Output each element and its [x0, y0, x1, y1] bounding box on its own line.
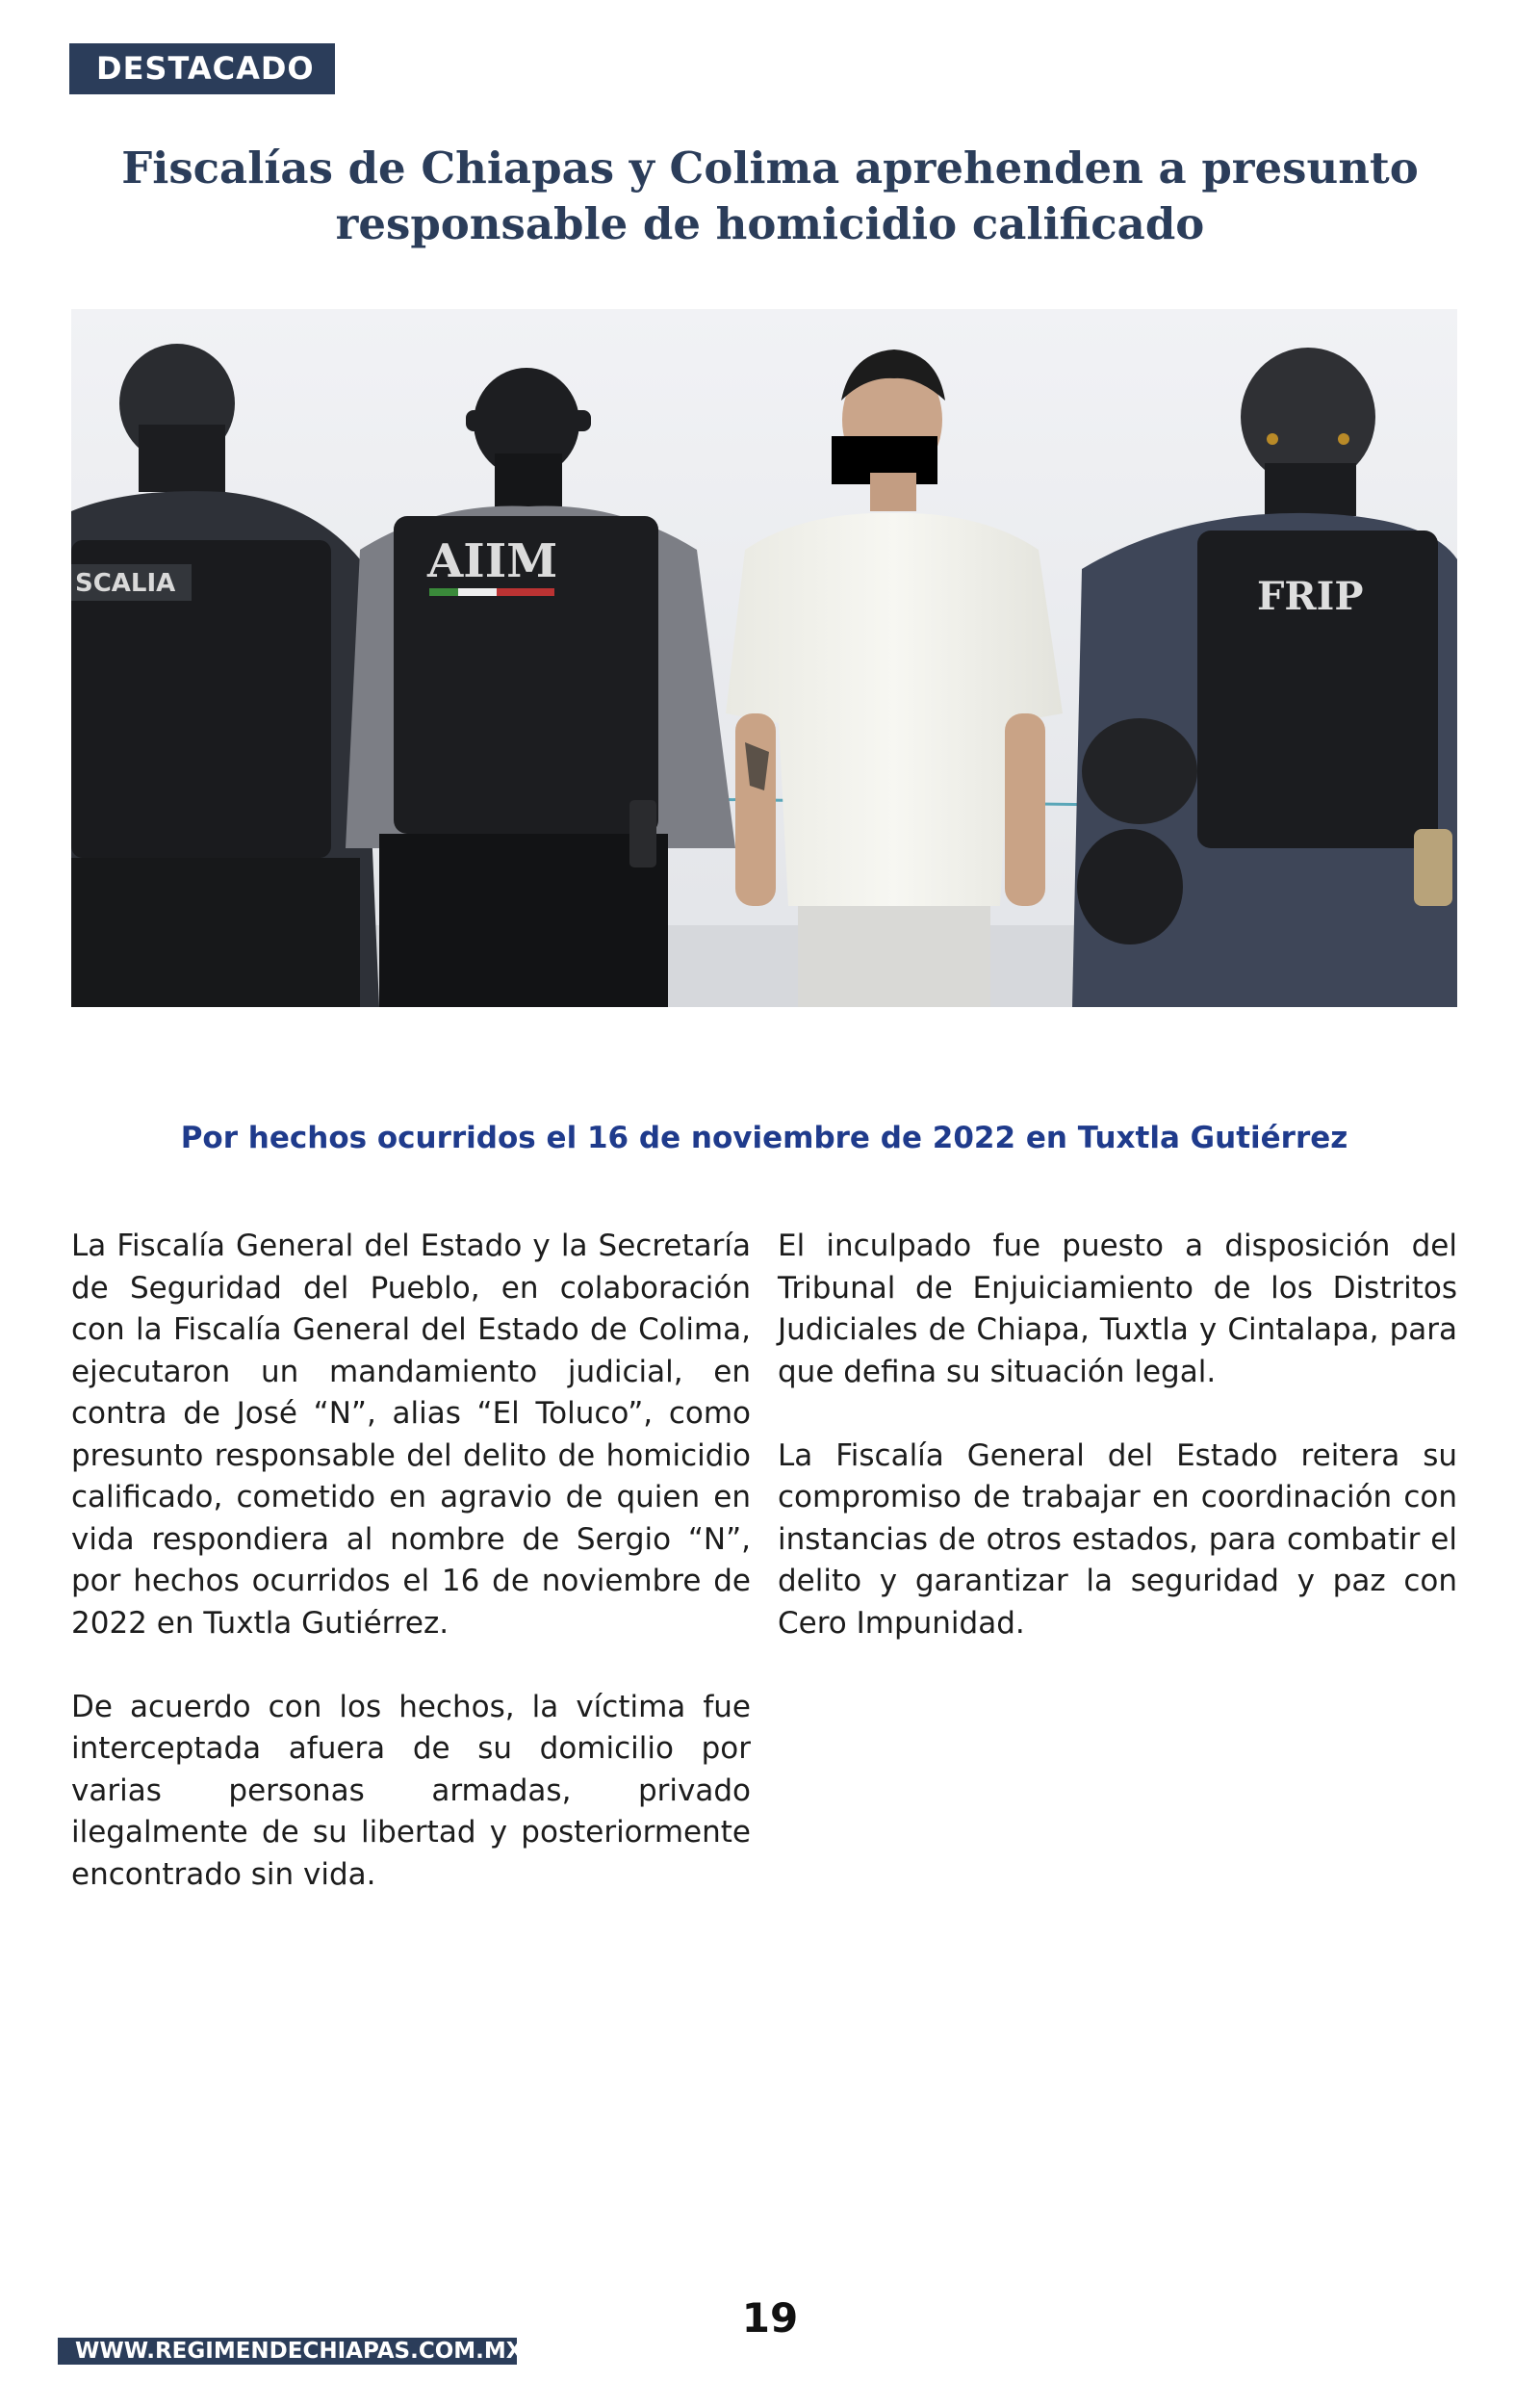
body-column-left [71, 1226, 751, 1938]
page-number: 19 [741, 2294, 799, 2342]
article-headline: Fiscalías de Chiapas y Colima aprehenden a presunto responsable de homicidio calificado [121, 142, 1419, 249]
vest-label-aiim: AIIM [427, 534, 558, 588]
vest-label-frip: FRIP [1257, 574, 1364, 619]
section-tag: DESTACADO [69, 43, 335, 94]
article-photo [71, 309, 1457, 1007]
vest-label-left: SCALIA [75, 569, 176, 598]
footer-website-link[interactable]: WWW.REGIMENDECHIAPAS.COM.MX [58, 2338, 517, 2365]
body-column-right [778, 1226, 1457, 1687]
body-paragraph: La Fiscalía General del Estado y la Secretaría de Seguridad del Pueblo, en colaboración con la Fiscalía General del Estado de Colima, ejecutaron un mandamiento judicial, en contra de José “N”, alias “El Toluco”, como presunto responsable del delito de homicidio calificado, cometido en agravio de quien en vida respondiera al nombre de Sergio “N”, por hechos ocurridos el 16 de noviembre de 2022 en Tuxtla Gutiérrez. [71, 1229, 751, 1641]
body-paragraph: El inculpado fue puesto a disposición del Tribunal de Enjuiciamiento de los Distritos Judiciales de Chiapa, Tuxtla y Cintalapa, para que defina su situación legal. [778, 1229, 1457, 1389]
body-paragraph: La Fiscalía General del Estado reitera su compromiso de trabajar en coordinación con instancias de otros estados, para combatir el delito y garantizar la seguridad y paz con Cero Impunidad. [778, 1437, 1457, 1641]
body-paragraph: De acuerdo con los hechos, la víctima fue interceptada afuera de su domicilio por varias personas armadas, privado ilegalmente de su libertad y posteriormente encontrado sin vida. [71, 1689, 751, 1892]
article-subheadline: Por hechos ocurridos el 16 de noviembre de 2022 en Tuxtla Gutiérrez [180, 1121, 1348, 1155]
